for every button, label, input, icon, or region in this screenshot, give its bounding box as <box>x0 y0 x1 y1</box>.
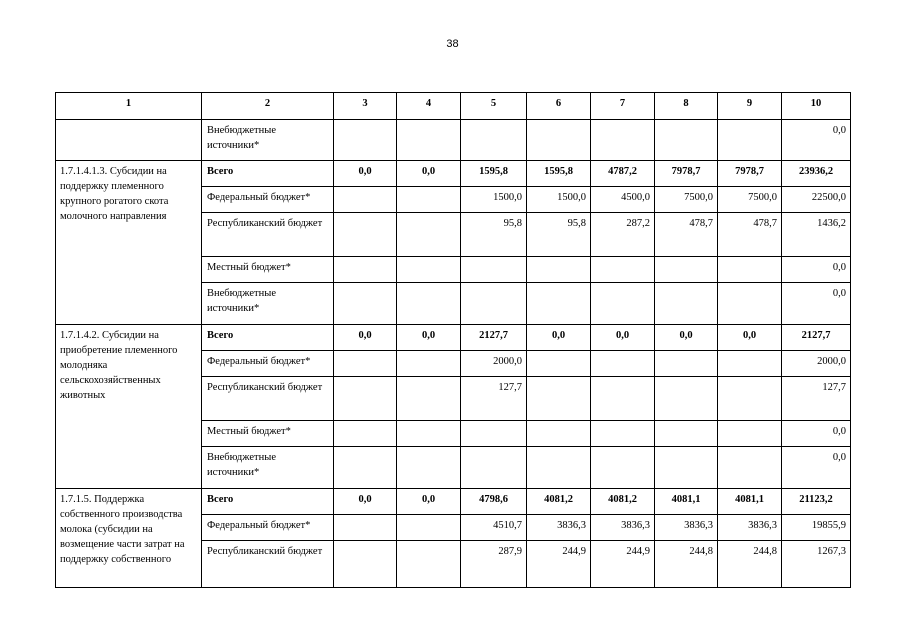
value-cell <box>718 447 782 489</box>
value-cell: 2000,0 <box>461 351 527 377</box>
funding-source-cell: Внебюджетные источники* <box>202 447 334 489</box>
value-cell: 0,0 <box>397 161 461 187</box>
value-cell <box>527 351 591 377</box>
value-cell <box>655 257 718 283</box>
value-cell <box>655 351 718 377</box>
table-row <box>56 325 851 351</box>
value-cell: 4500,0 <box>591 187 655 213</box>
value-cell <box>397 447 461 489</box>
value-cell: 0,0 <box>334 161 397 187</box>
funding-source-cell: Внебюджетные источники* <box>202 283 334 325</box>
value-cell <box>655 421 718 447</box>
value-cell: 1500,0 <box>461 187 527 213</box>
table-body <box>56 120 851 588</box>
value-cell: 2127,7 <box>782 325 851 351</box>
column-header: 1 <box>56 93 202 120</box>
value-cell <box>397 515 461 541</box>
value-cell <box>591 377 655 421</box>
value-cell: 22500,0 <box>782 187 851 213</box>
value-cell: 1595,8 <box>461 161 527 187</box>
value-cell <box>718 421 782 447</box>
funding-source-cell: Республиканский бюджет <box>202 541 334 588</box>
value-cell: 0,0 <box>718 325 782 351</box>
value-cell: 7978,7 <box>718 161 782 187</box>
value-cell: 1267,3 <box>782 541 851 588</box>
value-cell <box>397 541 461 588</box>
value-cell: 0,0 <box>334 325 397 351</box>
funding-source-cell: Всего <box>202 325 334 351</box>
value-cell <box>397 377 461 421</box>
value-cell: 4081,2 <box>591 489 655 515</box>
value-cell <box>334 187 397 213</box>
value-cell <box>655 447 718 489</box>
value-cell <box>461 283 527 325</box>
budget-table <box>55 92 851 588</box>
value-cell <box>527 447 591 489</box>
value-cell: 7500,0 <box>655 187 718 213</box>
value-cell <box>461 447 527 489</box>
value-cell: 1595,8 <box>527 161 591 187</box>
value-cell <box>591 257 655 283</box>
value-cell: 3836,3 <box>718 515 782 541</box>
value-cell <box>591 447 655 489</box>
value-cell <box>655 120 718 161</box>
table-row <box>56 489 851 515</box>
funding-source-cell: Республиканский бюджет <box>202 213 334 257</box>
section-name-cell <box>56 120 202 161</box>
value-cell <box>397 120 461 161</box>
value-cell: 0,0 <box>782 447 851 489</box>
column-header: 9 <box>718 93 782 120</box>
value-cell <box>334 447 397 489</box>
value-cell: 287,9 <box>461 541 527 588</box>
value-cell: 1500,0 <box>527 187 591 213</box>
value-cell <box>397 421 461 447</box>
value-cell <box>591 421 655 447</box>
funding-source-cell: Федеральный бюджет* <box>202 351 334 377</box>
value-cell <box>334 421 397 447</box>
value-cell <box>718 257 782 283</box>
value-cell <box>718 120 782 161</box>
value-cell: 7500,0 <box>718 187 782 213</box>
value-cell: 127,7 <box>782 377 851 421</box>
column-header: 4 <box>397 93 461 120</box>
page-number: 38 <box>446 38 459 50</box>
value-cell <box>334 541 397 588</box>
value-cell <box>655 283 718 325</box>
value-cell <box>461 421 527 447</box>
value-cell <box>334 257 397 283</box>
value-cell <box>527 120 591 161</box>
value-cell <box>334 283 397 325</box>
value-cell: 2000,0 <box>782 351 851 377</box>
value-cell: 0,0 <box>334 489 397 515</box>
value-cell <box>397 351 461 377</box>
column-header: 8 <box>655 93 718 120</box>
value-cell <box>334 120 397 161</box>
value-cell <box>591 283 655 325</box>
value-cell: 0,0 <box>655 325 718 351</box>
value-cell: 3836,3 <box>655 515 718 541</box>
value-cell: 4081,1 <box>718 489 782 515</box>
value-cell <box>527 283 591 325</box>
section-name-cell: 1.7.1.5. Поддержка собственного производства молока (субсидии на возмещение части затрат на поддержку собственного <box>56 489 202 588</box>
value-cell <box>397 213 461 257</box>
value-cell: 0,0 <box>591 325 655 351</box>
funding-source-cell: Местный бюджет* <box>202 257 334 283</box>
value-cell: 3836,3 <box>591 515 655 541</box>
value-cell: 2127,7 <box>461 325 527 351</box>
value-cell <box>527 257 591 283</box>
value-cell: 21123,2 <box>782 489 851 515</box>
value-cell: 244,8 <box>718 541 782 588</box>
value-cell <box>334 351 397 377</box>
value-cell <box>397 257 461 283</box>
funding-source-cell: Внебюджетные источники* <box>202 120 334 161</box>
column-header: 3 <box>334 93 397 120</box>
value-cell <box>718 283 782 325</box>
value-cell: 478,7 <box>718 213 782 257</box>
value-cell <box>718 377 782 421</box>
value-cell <box>461 257 527 283</box>
value-cell: 7978,7 <box>655 161 718 187</box>
value-cell: 244,9 <box>591 541 655 588</box>
value-cell: 23936,2 <box>782 161 851 187</box>
value-cell: 244,8 <box>655 541 718 588</box>
value-cell <box>591 351 655 377</box>
value-cell <box>397 283 461 325</box>
value-cell: 4787,2 <box>591 161 655 187</box>
value-cell <box>397 187 461 213</box>
value-cell: 0,0 <box>397 325 461 351</box>
value-cell: 0,0 <box>782 283 851 325</box>
value-cell <box>527 377 591 421</box>
value-cell: 4081,2 <box>527 489 591 515</box>
value-cell: 244,9 <box>527 541 591 588</box>
value-cell: 478,7 <box>655 213 718 257</box>
table-row <box>56 161 851 187</box>
section-name-cell: 1.7.1.4.1.3. Субсидии на поддержку племенного крупного рогатого скота молочного направления <box>56 161 202 325</box>
value-cell <box>334 213 397 257</box>
value-cell <box>527 421 591 447</box>
column-header: 10 <box>782 93 851 120</box>
value-cell <box>718 351 782 377</box>
value-cell: 0,0 <box>527 325 591 351</box>
value-cell: 287,2 <box>591 213 655 257</box>
value-cell: 0,0 <box>782 120 851 161</box>
column-header: 6 <box>527 93 591 120</box>
value-cell: 95,8 <box>527 213 591 257</box>
value-cell: 4798,6 <box>461 489 527 515</box>
header-row <box>56 93 851 120</box>
value-cell <box>461 120 527 161</box>
funding-source-cell: Федеральный бюджет* <box>202 187 334 213</box>
column-header: 7 <box>591 93 655 120</box>
value-cell: 0,0 <box>782 421 851 447</box>
value-cell <box>334 515 397 541</box>
funding-source-cell: Всего <box>202 489 334 515</box>
funding-source-cell: Местный бюджет* <box>202 421 334 447</box>
column-header: 5 <box>461 93 527 120</box>
value-cell <box>334 377 397 421</box>
value-cell: 0,0 <box>397 489 461 515</box>
column-header: 2 <box>202 93 334 120</box>
value-cell <box>655 377 718 421</box>
funding-source-cell: Всего <box>202 161 334 187</box>
value-cell: 95,8 <box>461 213 527 257</box>
value-cell: 3836,3 <box>527 515 591 541</box>
value-cell: 1436,2 <box>782 213 851 257</box>
value-cell: 127,7 <box>461 377 527 421</box>
table-row <box>56 120 851 161</box>
value-cell: 19855,9 <box>782 515 851 541</box>
funding-source-cell: Федеральный бюджет* <box>202 515 334 541</box>
section-name-cell: 1.7.1.4.2. Субсидии на приобретение племенного молодняка сельскохозяйственных животных <box>56 325 202 489</box>
value-cell: 4081,1 <box>655 489 718 515</box>
funding-source-cell: Республиканский бюджет <box>202 377 334 421</box>
value-cell: 4510,7 <box>461 515 527 541</box>
value-cell <box>591 120 655 161</box>
value-cell: 0,0 <box>782 257 851 283</box>
